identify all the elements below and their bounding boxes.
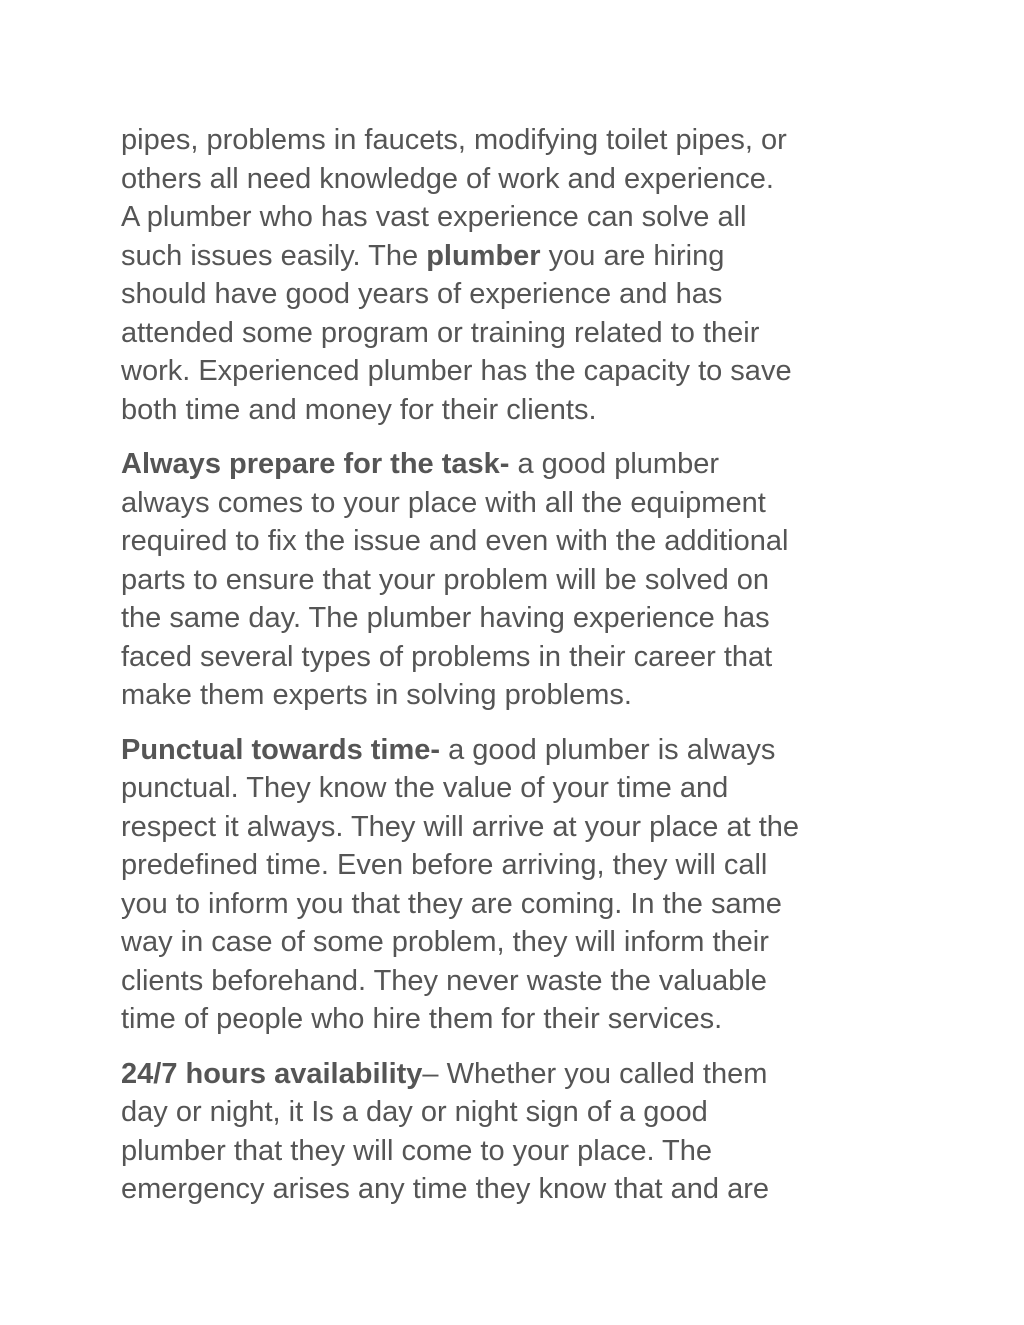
document-page [121, 121, 921, 1225]
text-run: a good plumber is always [440, 733, 776, 766]
paragraph-punctual [121, 731, 921, 1039]
text-line: both time and money for their clients. [121, 393, 597, 426]
text-line: required to fix the issue and even with the additional [121, 525, 789, 557]
paragraph-prepare [121, 445, 921, 715]
text-run: you are hiring [540, 239, 725, 272]
paragraph-experience [121, 121, 921, 429]
text-line: emergency arises any time they know that and are [121, 1173, 769, 1205]
text-line: you to inform you that they are coming. In the same [121, 887, 782, 920]
text-line [121, 731, 921, 770]
text-line: clients beforehand. They never waste the valuable [121, 964, 767, 997]
text-line: plumber that they will come to your place. The [121, 1134, 713, 1167]
text-line: A plumber who has vast experience can solve all [121, 201, 747, 233]
text-line: way in case of some problem, they will inform their [121, 926, 769, 958]
text-line: predefined time. Even before arriving, they will call [121, 849, 768, 881]
text-line: parts to ensure that your problem will be solved on [121, 563, 770, 596]
bold-keyword-plumber: plumber [426, 239, 541, 272]
text-line: faced several types of problems in their career that [121, 640, 773, 673]
text-line [121, 1055, 921, 1094]
text-line: always comes to your place with all the equipment [121, 486, 766, 519]
text-line: the same day. The plumber having experience has [121, 602, 770, 634]
text-line: day or night, it Is a day or night sign of a good [121, 1096, 708, 1128]
text-run: a good plumber [509, 448, 720, 480]
text-line: should have good years of experience and has [121, 278, 723, 310]
text-line: make them experts in solving problems. [121, 679, 632, 711]
text-line [121, 445, 921, 484]
text-line: time of people who hire them for their services. [121, 1003, 723, 1035]
text-line: attended some program or training related to their [121, 316, 760, 349]
section-heading-prepare: Always prepare for the task- [121, 448, 510, 480]
section-heading-availability: 24/7 hours availability [121, 1057, 423, 1090]
text-run: such issues easily. The [121, 239, 427, 272]
text-line: respect it always. They will arrive at your place at the [121, 810, 800, 843]
paragraph-availability [121, 1055, 921, 1209]
text-line: pipes, problems in faucets, modifying toilet pipes, or [121, 124, 787, 156]
text-line: punctual. They know the value of your time and [121, 772, 729, 804]
text-line: work. Experienced plumber has the capacity to save [121, 355, 792, 387]
text-run: – Whether you called them [422, 1057, 768, 1090]
section-heading-punctual: Punctual towards time- [121, 733, 441, 766]
text-line: others all need knowledge of work and experience. [121, 162, 774, 195]
text-line [121, 237, 921, 276]
